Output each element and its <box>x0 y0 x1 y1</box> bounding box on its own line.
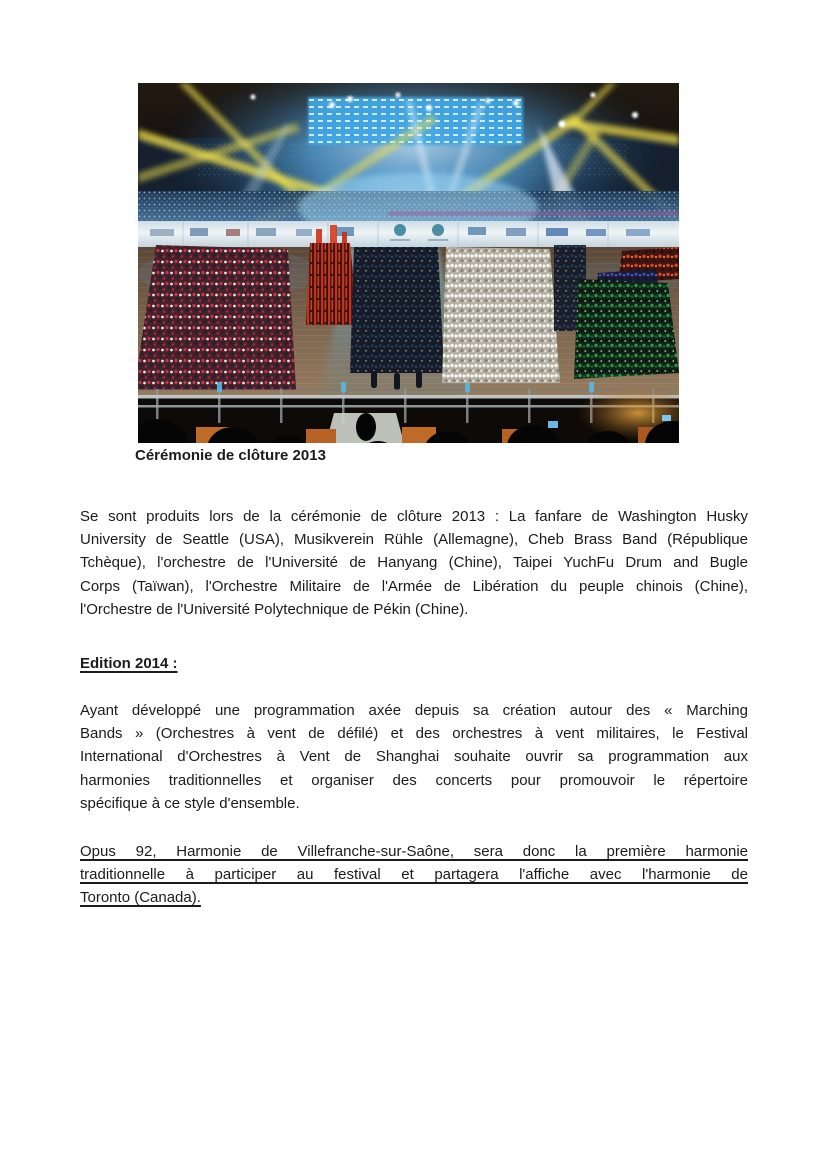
ceremony-photo <box>138 83 679 443</box>
banner-boards <box>138 221 679 247</box>
band-white <box>442 247 560 383</box>
photo-caption: Cérémonie de clôture 2013 <box>135 447 326 464</box>
phone-screen <box>548 421 558 428</box>
band-red-tracht <box>138 245 296 390</box>
paragraph-performers-2013: Se sont produits lors de la cérémonie de clôture 2013 : La fanfare de Washington Husky University de Seattle (USA), Musikverein Rühle (Allemagne), Cheb Brass Band (République Tchèque), l'orchestre de l'Université de Hanyang (Chine), Taipei YuchFu Drum and Bugle Corps (Taïwan), l'Orchestre Militaire de l'Armée de Libération du peuple chinois (Chine), l'Orchestre de l'Université Polytechnique de Pékin (Chine). <box>80 508 748 618</box>
paragraph-opus-92: Opus 92, Harmonie de Villefranche-sur-Saône, sera donc la première harmonie traditionnelle à participer au festival et partagera l'affiche avec l'harmonie de Toronto (Canada). <box>80 843 748 907</box>
band-navy-center <box>350 247 444 373</box>
phone-screen <box>662 415 671 421</box>
heading-edition-2014: Edition 2014 : <box>80 655 178 672</box>
band-green <box>574 279 679 379</box>
ceremony-photo-art <box>138 83 679 443</box>
paragraph-edition-2014: Ayant développé une programmation axée depuis sa création autour des « Marching Bands » (Orchestres à vent de défilé) et des orchestres à vent militaires, le Festival International d'Orchestres à Vent de Shanghai souhaite ouvrir sa programmation aux harmonies traditionnelles et organiser des concerts pour promouvoir le répertoire spécifique à ce style d'ensemble. <box>80 702 748 812</box>
